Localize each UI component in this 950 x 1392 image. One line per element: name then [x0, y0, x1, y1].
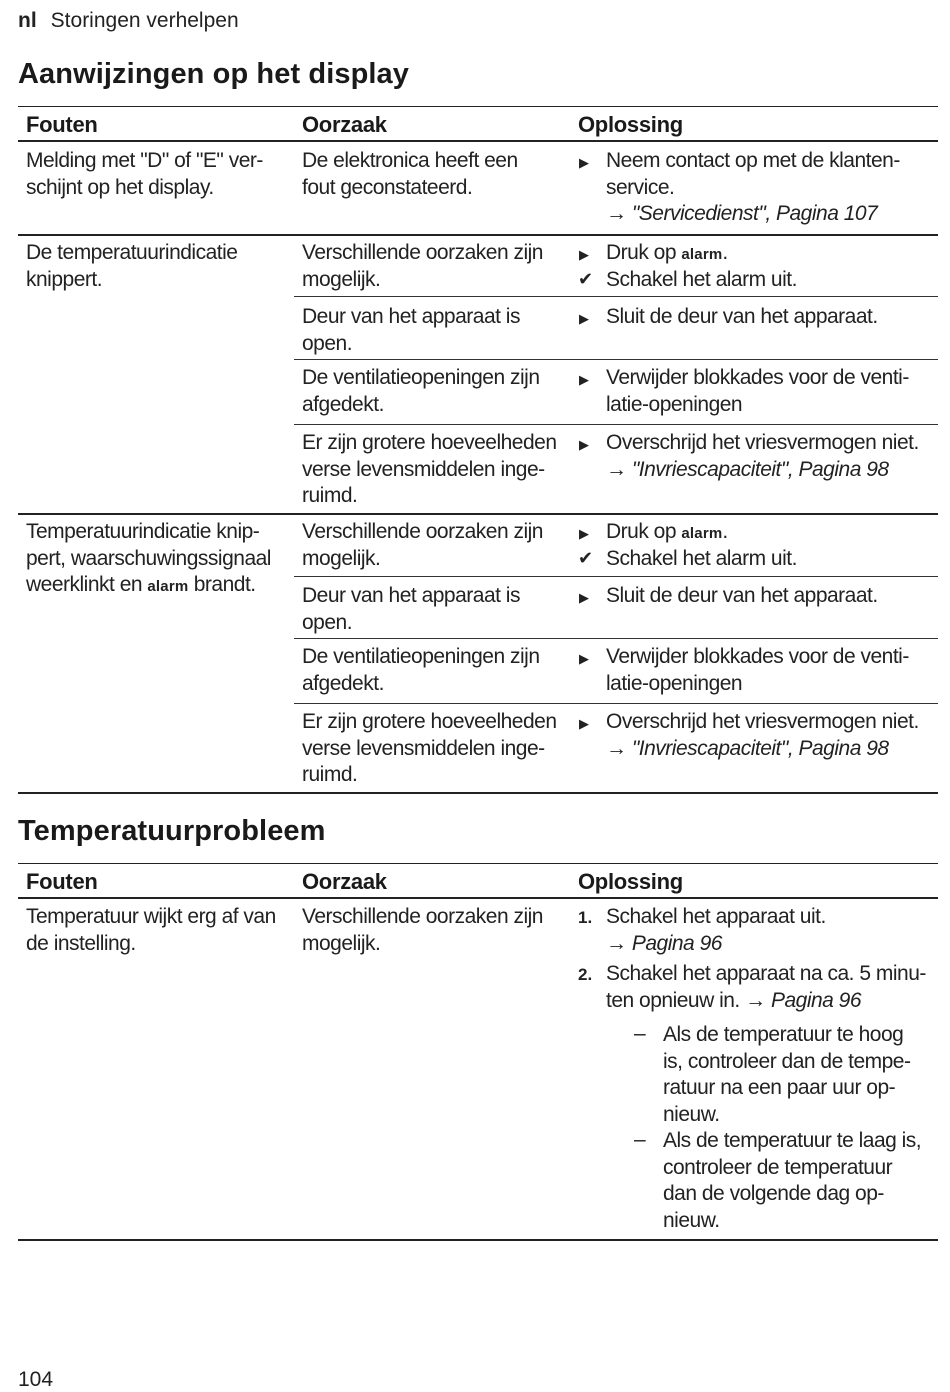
display-table [18, 106, 938, 794]
triangle-right-icon: ▶ [579, 716, 589, 731]
row3c-oorzaak: De ventilatieopeningen zijn afgedekt. [302, 645, 540, 695]
list-dash: – [634, 1022, 646, 1045]
row3b-oplossing: Sluit de deur van het apparaat. [606, 584, 878, 607]
triangle-right-icon: ▶ [579, 247, 589, 262]
section-title: Storingen verhelpen [50, 9, 239, 32]
col-header-oorzaak: Oorzaak [302, 112, 387, 137]
row3b-oorzaak: Deur van het apparaat is open. [302, 584, 520, 634]
row2-fout: De temperatuurindicatie knippert. [26, 241, 238, 291]
row1-oorzaak: De elektronica heeft een fout geconstateerd. [302, 149, 518, 199]
row-divider [294, 703, 938, 704]
substep-too-low: Als de temperatuur te laag is, controleer de temperatuur dan de volgende dag op- nieuw. [663, 1129, 922, 1232]
row2a-step-press: Druk op alarm. [606, 241, 728, 264]
row3c-oplossing: Verwijder blokkades voor de venti- latie-openingen [606, 645, 909, 695]
step-number: 1. [578, 908, 593, 927]
triangle-right-icon: ▶ [579, 437, 589, 452]
arrow-right-icon: → [606, 457, 627, 481]
row-divider [294, 638, 938, 639]
page-reference: "Invriescapaciteit", Pagina 98 [631, 457, 889, 481]
table-header [18, 106, 938, 142]
arrow-right-icon: → [606, 736, 627, 760]
row1-fout: Melding met "D" of "E" ver- schijnt op het display. [26, 149, 263, 199]
table-bottom-rule [18, 792, 938, 794]
row-divider [18, 234, 938, 236]
page-reference: Pagina 96 [631, 931, 722, 955]
alarm-label: alarm [147, 578, 189, 595]
page-reference: "Invriescapaciteit", Pagina 98 [631, 736, 889, 760]
triangle-right-icon: ▶ [579, 311, 589, 326]
temp-oorzaak: Verschillende oorzaken zijn mogelijk. [302, 905, 543, 955]
page-header [18, 9, 239, 33]
col-header-fouten: Fouten [26, 869, 98, 894]
row3d-oorzaak: Er zijn grotere hoeveelheden verse levensmiddelen inge- ruimd. [302, 710, 557, 786]
triangle-right-icon: ▶ [579, 590, 589, 605]
row3a-step-press: Druk op alarm. [606, 520, 728, 543]
row2c-oorzaak: De ventilatieopeningen zijn afgedekt. [302, 366, 540, 416]
table-bottom-rule [18, 1239, 938, 1241]
step1-text: Schakel het apparaat uit. → Pagina 96 [606, 905, 826, 955]
substep-too-high: Als de temperatuur te hoog is, controleer dan de tempe- ratuur na een paar uur op- nieuw. [663, 1023, 911, 1126]
row3a-oorzaak: Verschillende oorzaken zijn mogelijk. [302, 520, 543, 570]
temp-section-title: Temperatuurprobleem [18, 815, 326, 847]
col-header-oplossing: Oplossing [578, 112, 683, 137]
display-section-title: Aanwijzingen op het display [18, 58, 410, 90]
step2-text: Schakel het apparaat na ca. 5 minu- ten opnieuw in. → Pagina 96 [606, 962, 926, 1012]
row2d-oorzaak: Er zijn grotere hoeveelheden verse levensmiddelen inge- ruimd. [302, 431, 557, 507]
page-reference: "Servicedienst", Pagina 107 [631, 202, 878, 225]
list-dash: – [634, 1128, 646, 1151]
row3a-result: Schakel het alarm uit. [606, 547, 797, 570]
arrow-right-icon: → [606, 202, 627, 225]
table-header [18, 863, 938, 899]
triangle-right-icon: ▶ [579, 155, 589, 170]
row-divider [18, 513, 938, 515]
row3-fout: Temperatuurindicatie knip- pert, waarschuwingssignaal weerklinkt en alarm brandt. [26, 520, 271, 596]
arrow-right-icon: → [606, 931, 627, 955]
row-divider [294, 296, 938, 297]
col-header-oplossing: Oplossing [578, 869, 683, 894]
row-divider [294, 576, 938, 577]
temperature-table [18, 863, 938, 1243]
step-number: 2. [578, 965, 593, 984]
row2a-oorzaak: Verschillende oorzaken zijn mogelijk. [302, 241, 543, 291]
row2d-oplossing: Overschrijd het vriesvermogen niet. → "Invriescapaciteit", Pagina 98 [606, 431, 919, 481]
triangle-right-icon: ▶ [579, 526, 589, 541]
language-code: nl [18, 9, 37, 32]
triangle-right-icon: ▶ [579, 372, 589, 387]
alarm-label: alarm [681, 246, 723, 263]
row2a-result: Schakel het alarm uit. [606, 268, 797, 291]
alarm-label: alarm [681, 525, 723, 542]
triangle-right-icon: ▶ [579, 651, 589, 666]
page-reference: Pagina 96 [770, 988, 862, 1012]
page-number: 104 [18, 1368, 54, 1391]
temp-fout: Temperatuur wijkt erg af van de instelling. [26, 905, 276, 955]
row2b-oorzaak: Deur van het apparaat is open. [302, 305, 520, 355]
row-divider [294, 359, 938, 360]
check-icon: ✔ [578, 548, 594, 568]
row-divider [294, 424, 938, 425]
row2c-oplossing: Verwijder blokkades voor de venti- latie-openingen [606, 366, 909, 416]
check-icon: ✔ [578, 269, 594, 289]
row3d-oplossing: Overschrijd het vriesvermogen niet. → "Invriescapaciteit", Pagina 98 [606, 710, 919, 760]
col-header-fouten: Fouten [26, 112, 98, 137]
row1-oplossing: Neem contact op met de klanten- service. → "Servicedienst", Pagina 107 [606, 149, 900, 225]
arrow-right-icon: → [745, 988, 766, 1012]
col-header-oorzaak: Oorzaak [302, 869, 387, 894]
row2b-oplossing: Sluit de deur van het apparaat. [606, 305, 878, 328]
